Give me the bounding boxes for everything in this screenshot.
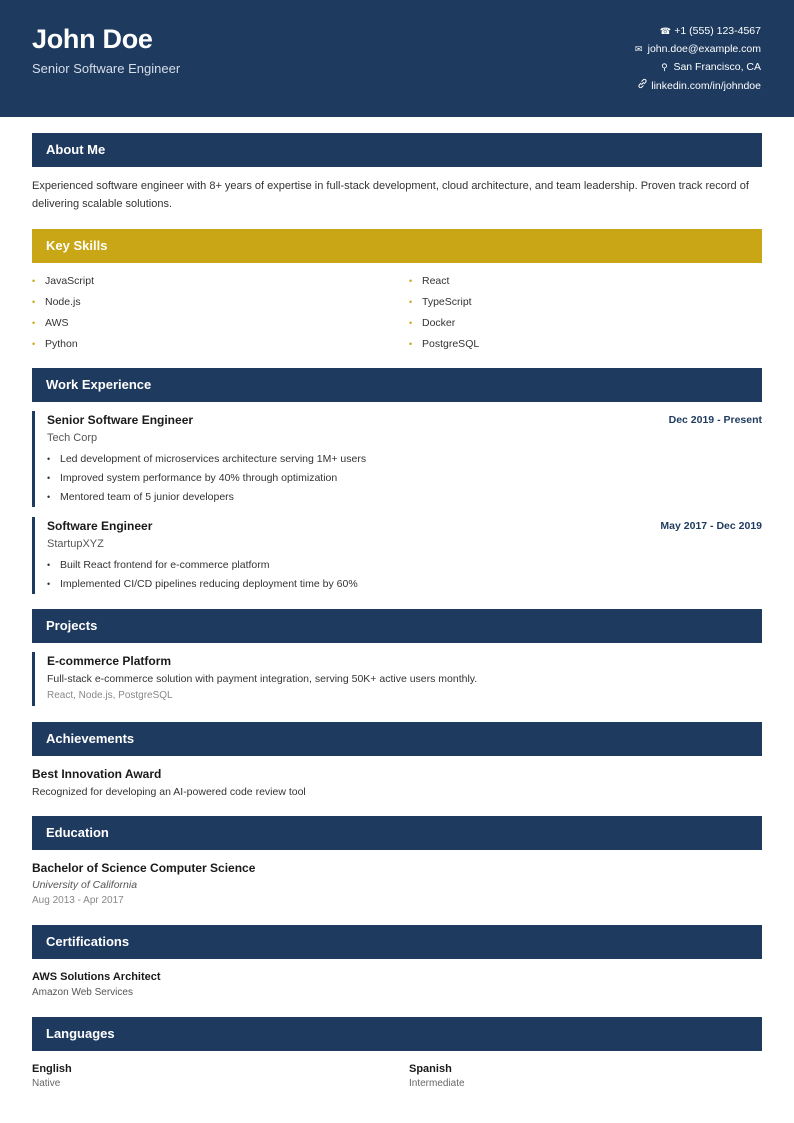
bullet-icon: • [47,454,51,464]
certification-entry [32,969,762,1001]
job-title: Software Engineer [47,519,153,533]
skill-item [409,335,479,353]
project-tech: React, Node.js, PostgreSQL [47,690,173,701]
bullet-icon: • [409,339,413,349]
contact-location [441,60,761,78]
job-date: Dec 2019 - Present [668,414,762,426]
job-entry [32,411,762,507]
skill-label: React [422,275,450,287]
location-icon: ⚲ [661,62,668,72]
job-entry [32,517,762,594]
bullet-icon: • [409,297,413,307]
job-bullet-text: Built React frontend for e-commerce platform [60,559,270,571]
section-header-languages: Languages [32,1017,762,1051]
bullet-icon: • [47,560,51,570]
job-bullet [47,450,762,469]
project-title: E-commerce Platform [47,654,172,668]
bullet-icon: • [409,318,413,328]
section-header-education: Education [32,816,762,850]
email-icon: ✉ [634,44,643,54]
job-bullet-text: Implemented CI/CD pipelines reducing deployment time by 60% [60,578,358,590]
phone-text: +1 (555) 123-4567 [674,25,761,37]
job-bullet-text: Mentored team of 5 junior developers [60,491,234,503]
project-entry [32,652,762,706]
language-level: Intermediate [409,1078,465,1089]
resume-header [0,0,794,117]
education-degree: Bachelor of Science Computer Science [32,861,256,875]
skill-label: PostgreSQL [422,338,480,350]
bullet-icon: • [32,297,36,307]
job-bullet [47,556,762,575]
phone-icon: ☎ [659,26,671,36]
job-bullet [47,488,762,507]
achievement-title: Best Innovation Award [32,767,162,781]
project-description: Full-stack e-commerce solution with payment integration, serving 50K+ active users monthly. [47,673,478,685]
skill-item [409,272,449,290]
skill-label: Python [45,338,78,350]
job-bullet [47,575,762,594]
achievement-description: Recognized for developing an AI-powered code review tool [32,786,306,798]
job-bullets [47,450,762,507]
skill-item [409,293,472,311]
link-icon [635,78,649,94]
job-date: May 2017 - Dec 2019 [660,520,762,532]
about-text: Experienced software engineer with 8+ years of expertise in full-stack development, cloud architecture, and team leadership. Proven track record of delivering scalable solutions. [32,180,749,210]
bullet-icon: • [32,318,36,328]
section-header-about: About Me [32,133,762,167]
job-bullet-text: Improved system performance by 40% through optimization [60,472,338,484]
bullet-icon: • [47,473,51,483]
skill-label: Docker [422,317,456,329]
candidate-title: Senior Software Engineer [32,61,181,76]
job-title: Senior Software Engineer [47,413,194,427]
skill-item [32,335,78,353]
section-header-certifications: Certifications [32,925,762,959]
bullet-icon: • [47,492,51,502]
job-company: StartupXYZ [47,538,104,550]
bullet-icon: • [409,276,413,286]
education-school: University of California [32,879,138,891]
achievement-entry [32,765,762,801]
contact-phone [441,24,761,42]
section-header-achievements: Achievements [32,722,762,756]
section-header-projects: Projects [32,609,762,643]
education-date: Aug 2013 - Apr 2017 [32,895,124,906]
certification-issuer: Amazon Web Services [32,987,133,998]
language-name: Spanish [409,1063,452,1075]
language-level: Native [32,1078,61,1089]
bullet-icon: • [32,276,36,286]
skill-label: AWS [45,317,69,329]
email-text[interactable]: john.doe@example.com [647,43,761,55]
language-entry [32,1061,332,1091]
bullet-icon: • [47,579,51,589]
skill-label: TypeScript [422,296,472,308]
skill-label: Node.js [45,296,81,308]
job-bullet-text: Led development of microservices architecture serving 1M+ users [60,453,367,465]
contact-linkedin[interactable] [441,78,761,96]
section-header-skills: Key Skills [32,229,762,263]
job-bullet [47,469,762,488]
skill-item [409,314,455,332]
contact-info [441,24,761,96]
skill-item [32,314,69,332]
linkedin-text[interactable]: linkedin.com/in/johndoe [651,80,761,92]
language-entry [409,1061,709,1091]
job-company: Tech Corp [47,432,98,444]
skill-item [32,272,94,290]
candidate-name: John Doe [32,24,153,54]
language-name: English [32,1063,72,1075]
job-bullets [47,556,762,594]
location-text: San Francisco, CA [673,61,761,73]
bullet-icon: • [32,339,36,349]
section-header-experience: Work Experience [32,368,762,402]
skill-item [32,293,81,311]
certification-title: AWS Solutions Architect [32,971,161,983]
education-entry [32,859,762,909]
skill-label: JavaScript [45,275,95,287]
contact-email[interactable] [441,42,761,60]
